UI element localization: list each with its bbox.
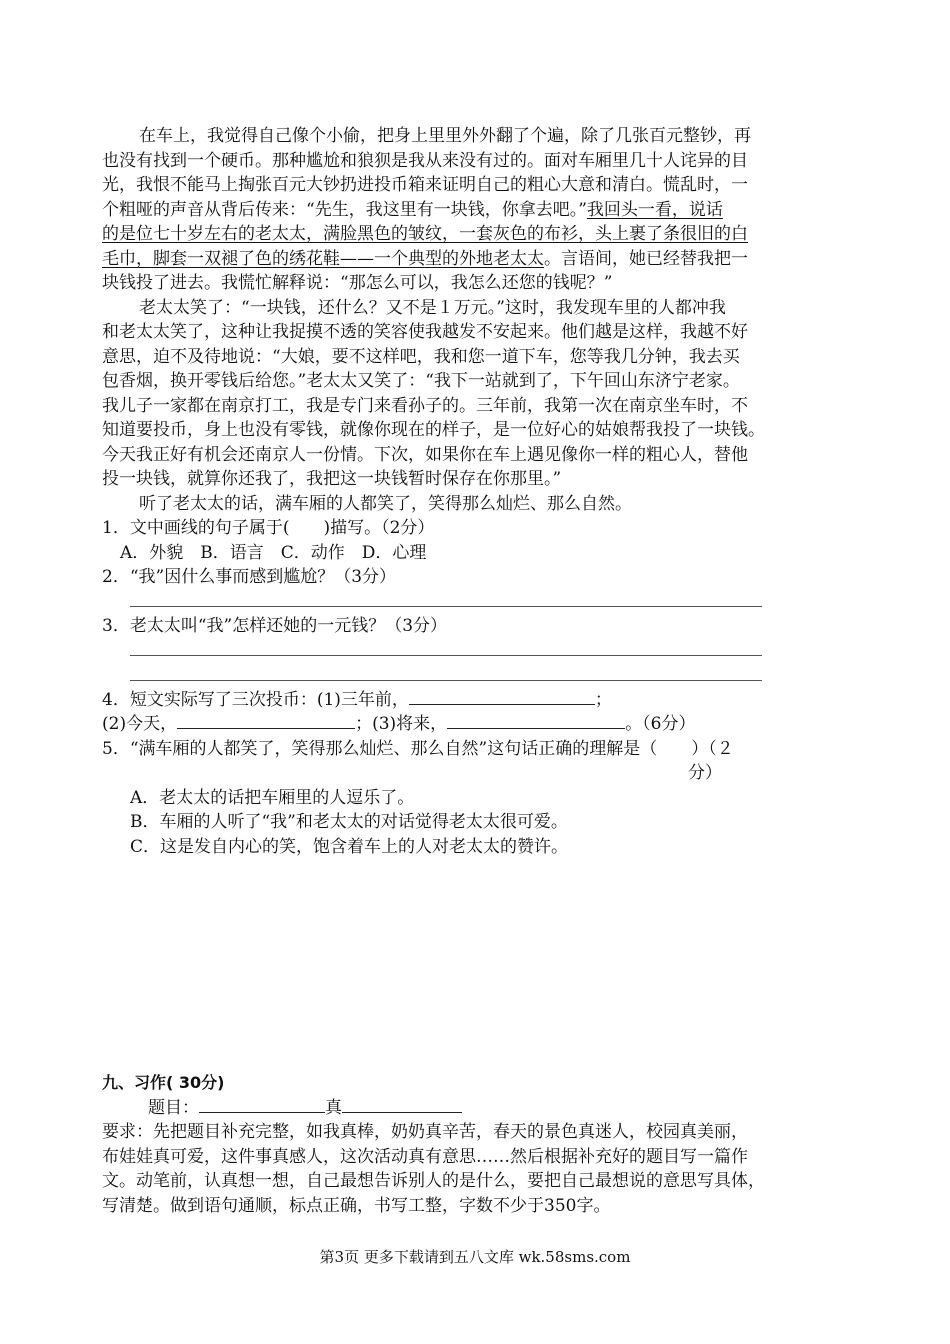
writing-title <box>102 1096 842 1121</box>
passage-line: 老太太笑了：“一块钱，还什么？又不是１万元。”这时，我发现车里的人都冲我 <box>139 297 726 318</box>
passage-line <box>102 222 842 247</box>
passage-text: 。言语间，她已经替我把一 <box>544 248 748 269</box>
question-5-points: 分） <box>688 763 722 783</box>
question-4-text: ； <box>594 689 612 710</box>
underlined-sentence: 毛巾，脚套一双褪了色的绣花鞋——一个典型的外地老太太 <box>102 248 544 269</box>
passage-line: 今天我正好有机会还南京人一份情。下次，如果你在车上遇见像你一样的粗心人，替他 <box>102 444 748 465</box>
question-5-option: A．老太太的话把车厢里的人逗乐了。 <box>130 787 415 808</box>
underlined-sentence: 的是位七十岁左右的老太太，满脸黑色的皱纹，一套灰色的布衫，头上裹了条很旧的白 <box>102 224 748 244</box>
question-1-options: A．外貌 B．语言 C．动作 D．心理 <box>120 542 427 563</box>
passage-line: 包香烟，换开零钱后给您。”老太太又笑了：“我下一站就到了，下午回山东济宁老家。 <box>102 371 740 391</box>
passage-line: 知道要投币，身上也没有零钱，就像你现在的样子，是一位好心的姑娘帮我投了一块钱。 <box>102 420 765 440</box>
answer-line[interactable] <box>102 639 842 664</box>
passage-line: 和老太太笑了，这种让我捉摸不透的笑容使我越发不安起来。他们越是这样，我越不好 <box>102 322 748 342</box>
title-blank[interactable] <box>199 1096 325 1113</box>
reading-passage <box>102 124 842 859</box>
passage-line: 在车上，我觉得自己像个小偷，把身上里里外外翻了个遍，除了几张百元整钞，再 <box>139 126 751 146</box>
passage-line: 意思，迫不及待地说：“大娘，要不这样吧，我和您一道下车，您等我几分钟，我去买 <box>102 346 740 367</box>
passage-line: 我儿子一家都在南京打工，我是专门来看孙子的。三年前，我第一次在南京坐车时，不 <box>102 395 748 416</box>
answer-line[interactable] <box>102 663 842 688</box>
underlined-sentence: 我回头一看，说话 <box>586 199 723 220</box>
passage-line: 听了老太太的话，满车厢的人都笑了，笑得那么灿烂、那么自然。 <box>139 493 632 514</box>
question-4-text: 4．短文实际写了三次投币：(1)三年前， <box>102 689 409 710</box>
passage-line: 块钱投了进去。我慌忙解释说：“那怎么可以，我怎么还您的钱呢？” <box>102 273 613 293</box>
passage-line <box>102 198 842 223</box>
passage-line: 光，我恨不能马上掏张百元大钞扔进投币箱来证明自己的粗心大意和清白。慌乱时，一 <box>102 175 748 195</box>
page-footer: 第3页 更多下载请到五八文库 wk.58sms.com <box>319 1248 631 1266</box>
writing-section <box>102 1071 842 1218</box>
answer-line[interactable] <box>102 590 842 615</box>
title-blank[interactable] <box>342 1096 462 1113</box>
passage-line <box>102 247 842 272</box>
passage-text: 个粗哑的声音从背后传来：“先生，我这里有一块钱，你拿去吧。” <box>102 199 587 220</box>
answer-blank[interactable] <box>409 688 595 705</box>
question-4-text: (2)今天， <box>102 714 178 734</box>
question-2: 2．“我”因什么事而感到尴尬？（3分） <box>102 567 397 587</box>
section-heading: 九、习作( 30分) <box>102 1073 225 1092</box>
question-5: 5．“满车厢的人都笑了，笑得那么灿烂、那么自然”这句话正确的理解是（ ）（２ <box>102 738 734 759</box>
title-label: 题目： <box>148 1097 199 1118</box>
question-3: 3．老太太叫“我”怎样还她的一元钱？（3分） <box>102 616 448 636</box>
requirement-line: 布娃娃真可爱，这件事真感人，这次活动真有意思……然后根据补充好的题目写一篇作 <box>102 1146 748 1167</box>
question-4-text: 。（6分） <box>625 714 696 734</box>
answer-blank[interactable] <box>177 712 355 729</box>
question-1: 1．文中画线的句子属于( )描写。（2分） <box>102 518 435 538</box>
question-4-line-1 <box>102 688 842 713</box>
title-mid: 真 <box>325 1097 342 1118</box>
passage-line: 也没有找到一个硬币。那种尴尬和狼狈是我从来没有过的。面对车厢里几十人诧异的目 <box>102 150 748 171</box>
question-5-option: C．这是发自内心的笑，饱含着车上的人对老太太的赞许。 <box>130 836 569 857</box>
requirement-line: 文。动笔前，认真想一想，自己最想告诉别人的是什么，要把自己最想说的意思写具体， <box>102 1171 765 1191</box>
requirement-line: 写清楚。做到语句通顺，标点正确，书写工整，字数不少于350字。 <box>102 1195 611 1216</box>
answer-blank[interactable] <box>447 712 625 729</box>
question-5-option: B．车厢的人听了“我”和老太太的对话觉得老太太很可爱。 <box>130 812 568 832</box>
requirement-line: 要求：先把题目补充完整，如我真棒，奶奶真辛苦，春天的景色真迷人，校园真美丽， <box>102 1122 748 1142</box>
question-4-text: ；(3)将来， <box>355 714 448 734</box>
passage-line: 投一块钱，就算你还我了，我把这一块钱暂时保存在你那里。” <box>102 469 562 489</box>
question-4-line-2 <box>102 712 842 737</box>
